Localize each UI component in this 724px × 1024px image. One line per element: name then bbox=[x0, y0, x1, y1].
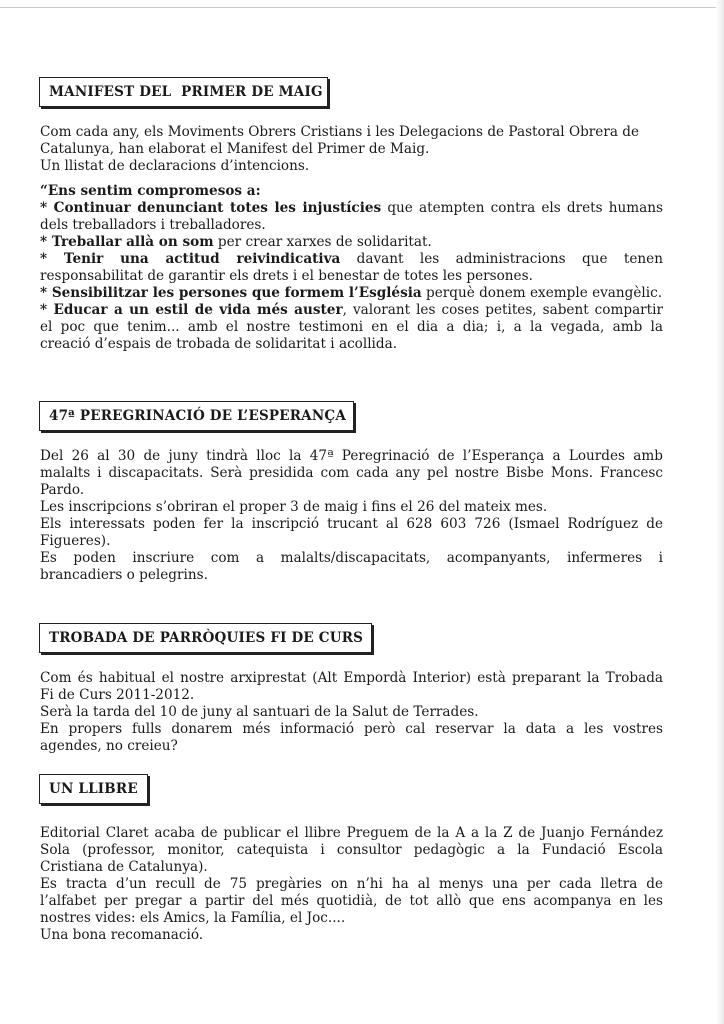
book-heading bbox=[39, 774, 148, 804]
trobada-line: Serà la tarda del 10 de juny al santuari de la Salut de Terrades. bbox=[40, 704, 479, 720]
manifest-item-cont: dels treballadors i treballadores. bbox=[40, 217, 266, 233]
trobada-heading bbox=[39, 623, 372, 653]
book-line: l’alfabet per pregar a partir del més quotidià, de tot allò que ens acompanya en les bbox=[40, 893, 663, 909]
manifest-intro-line: Com cada any, els Moviments Obrers Cristians i les Delegacions de Pastoral Obrera de bbox=[40, 124, 640, 140]
pilgrimage-body bbox=[40, 448, 663, 584]
pilgrimage-line: brancadiers o pelegrins. bbox=[40, 567, 208, 583]
book-line: Sola (professor, monitor, catequista i consultor pedagògic a la Fundació Escola bbox=[40, 842, 663, 858]
manifest-item-cont: el poc que tenim... amb el nostre testimoni en el dia a dia; i, a la vegada, amb la bbox=[40, 319, 663, 335]
pilgrimage-line: malalts i discapacitats. Serà presidida com cada any pel nostre Bisbe Mons. Francesc bbox=[40, 465, 663, 481]
manifest-body bbox=[40, 124, 663, 353]
trobada-line: Fi de Curs 2011-2012. bbox=[40, 687, 195, 703]
manifest-item-cont: creació d’espais de trobada de solidaritat i acollida. bbox=[40, 336, 398, 352]
pilgrimage-line: Es poden inscriure com a malalts/discapacitats, acompanyants, infermeres i bbox=[40, 550, 663, 566]
manifest-item: * Sensibilitzar les persones que formem l’Església perquè donem exemple evangèlic. bbox=[40, 285, 663, 301]
manifest-intro-line: Catalunya, han elaborat el Manifest del Primer de Maig. bbox=[40, 141, 430, 157]
trobada-line: Com és habitual el nostre arxiprestat (Alt Empordà Interior) està preparant la Trobada bbox=[40, 670, 663, 686]
manifest-intro-line: Un llistat de declaracions d’intencions. bbox=[40, 158, 310, 174]
pilgrimage-line: Les inscripcions s’obriran el proper 3 de maig i fins el 26 del mateix mes. bbox=[40, 499, 548, 515]
trobada-line: agendes, no creieu? bbox=[40, 738, 178, 754]
scan-border-line bbox=[0, 7, 724, 8]
manifest-item: * Continuar denunciant totes les injustícies que atempten contra els drets humans bbox=[40, 200, 663, 216]
manifest-lead: “Ens sentim compromesos a: bbox=[40, 183, 261, 199]
manifest-title: MANIFEST DEL PRIMER DE MAIG bbox=[49, 84, 323, 100]
manifest-item: * Educar a un estil de vida més auster, valorant les coses petites, sabent compartir bbox=[40, 302, 663, 318]
pilgrimage-heading bbox=[39, 401, 354, 431]
manifest-item: * Tenir una actitud reivindicativa davant les administracions que tenen bbox=[40, 251, 663, 267]
scan-page-edge bbox=[716, 0, 724, 1024]
pilgrimage-line: Figueres). bbox=[40, 533, 111, 549]
pilgrimage-line: Pardo. bbox=[40, 482, 85, 498]
book-line: Editorial Claret acaba de publicar el llibre Preguem de la A a la Z de Juanjo Fernández bbox=[40, 825, 663, 841]
manifest-item: * Treballar allà on som per crear xarxes de solidaritat. bbox=[40, 234, 432, 250]
trobada-line: En propers fulls donarem més informació però cal reservar la data a les vostres bbox=[40, 721, 663, 737]
trobada-body bbox=[40, 670, 663, 755]
book-line: Una bona recomanació. bbox=[40, 927, 204, 943]
trobada-title: TROBADA DE PARRÒQUIES FI DE CURS bbox=[49, 630, 364, 646]
book-body bbox=[40, 825, 663, 944]
manifest-heading bbox=[39, 77, 328, 107]
book-line: Es tracta d’un recull de 75 pregàries on n’hi ha al menys una per cada lletra de bbox=[40, 876, 663, 892]
manifest-item-cont: responsabilitat de garantir els drets i el benestar de totes les persones. bbox=[40, 268, 533, 284]
book-title: UN LLIBRE bbox=[49, 781, 138, 797]
book-line: nostres vides: els Amics, la Família, el Joc.... bbox=[40, 910, 346, 926]
pilgrimage-line: Els interessats poden fer la inscripció trucant al 628 603 726 (Ismael Rodríguez de bbox=[40, 516, 663, 532]
pilgrimage-title: 47ª PEREGRINACIÓ DE L’ESPERANÇA bbox=[49, 408, 346, 424]
book-line: Cristiana de Catalunya). bbox=[40, 859, 208, 875]
pilgrimage-line: Del 26 al 30 de juny tindrà lloc la 47ª Peregrinació de l’Esperança a Lourdes amb bbox=[40, 448, 663, 464]
